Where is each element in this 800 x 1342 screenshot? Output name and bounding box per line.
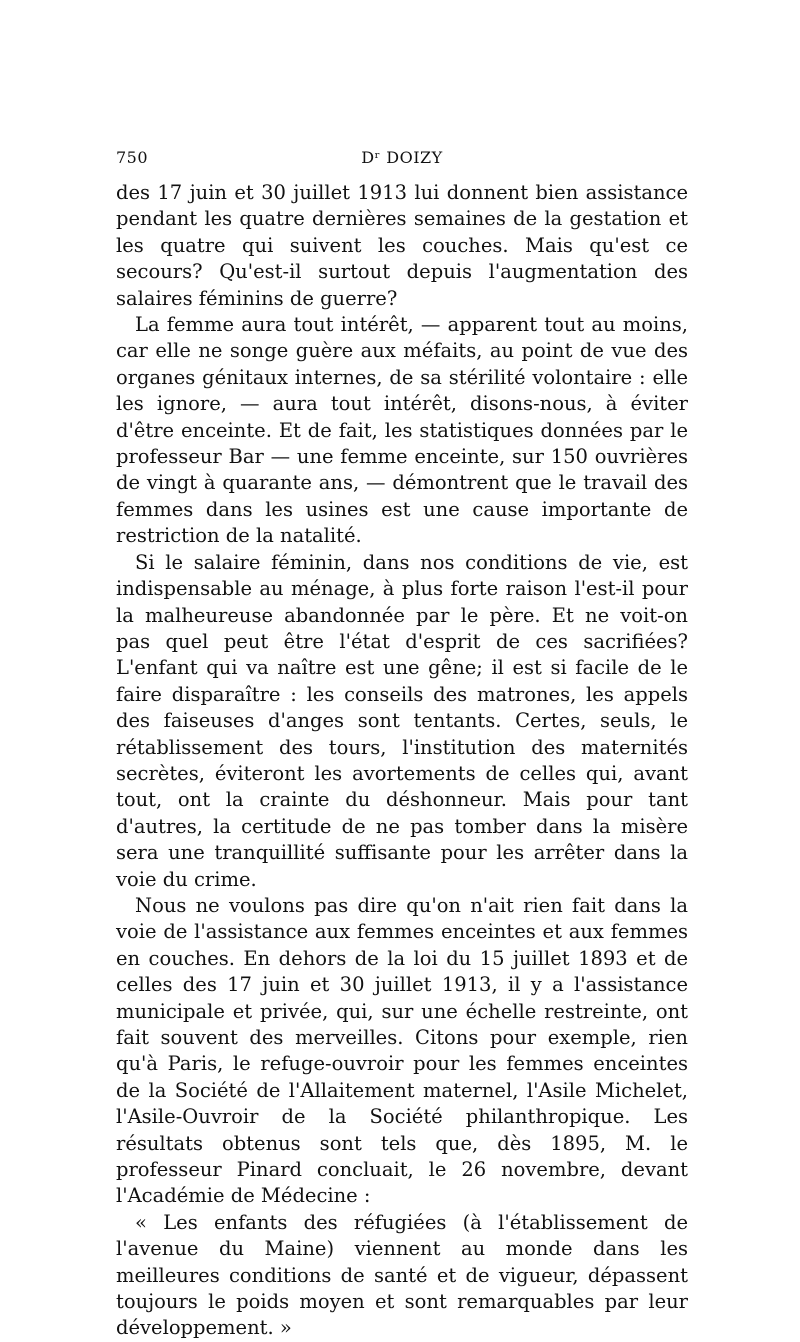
- page-header: [116, 148, 688, 180]
- page-number: 750: [116, 148, 149, 167]
- paragraph: La femme aura tout intérêt, — apparent tout au moins, car elle ne songe guère aux méfaits, au point de vue des organes génitaux internes, de sa stérilité volontaire : elle les ignore, — aura tout intérêt, disons-nous, à éviter d'être enceinte. Et de fait, les statistiques données par le professeur Bar — une femme enceinte, sur 150 ouvrières de vingt à quarante ans, — démontrent que le travail des femmes dans les usines est une cause importante de restriction de la natalité.: [116, 313, 688, 548]
- quotation-paragraph: « Les enfants des réfugiées (à l'établissement de l'avenue du Maine) viennent au monde dans les meilleures conditions de santé et de vigueur, dépassent toujours le poids moyen et sont remarquables par leur développement. »: [116, 1210, 688, 1340]
- running-head: Dʳ DOIZY: [361, 148, 443, 167]
- paragraph: Nous ne voulons pas dire qu'on n'ait rien fait dans la voie de l'assistance aux femmes enceintes et aux femmes en couches. En dehors de la loi du 15 juillet 1893 et de celles des 17 juin et 30 juillet 1913, il y a l'assistance municipale et privée, qui, sur une échelle restreinte, ont fait souvent des merveilles. Citons pour exemple, rien qu'à Paris, le refuge-ouvroir pour les femmes enceintes de la Société de l'Allaitement maternel, l'Asile Michelet, l'Asile-Ouvroir de la Société philanthropique. Les résultats obtenus sont tels que, dès 1895, M. le professeur Pinard concluait, le 26 novembre, devant l'Académie de Médecine :: [116, 893, 688, 1208]
- book-page: [116, 148, 688, 1342]
- paragraph-continuation: des 17 juin et 30 juillet 1913 lui donnent bien assistance pendant les quatre dernières semaines de la gestation et les quatre qui suivent les couches. Mais qu'est ce secours? Qu'est-il surtout depuis l'augmentation des salaires féminins de guerre?: [116, 181, 688, 310]
- body-text: [116, 180, 688, 1342]
- paragraph: Si le salaire féminin, dans nos conditions de vie, est indispensable au ménage, à plus forte raison l'est-il pour la malheureuse abandonnée par le père. Et ne voit-on pas quel peut être l'état d'esprit de ces sacrifiées? L'enfant qui va naître est une gêne; il est si facile de le faire disparaître : les conseils des matrones, les appels des faiseuses d'anges sont tentants. Certes, seuls, le rétablissement des tours, l'institution des maternités secrètes, éviteront les avortements de celles qui, avant tout, ont la crainte du déshonneur. Mais pour tant d'autres, la certitude de ne pas tomber dans la misère sera une tranquillité suffisante pour les arrêter dans la voie du crime.: [116, 550, 688, 891]
